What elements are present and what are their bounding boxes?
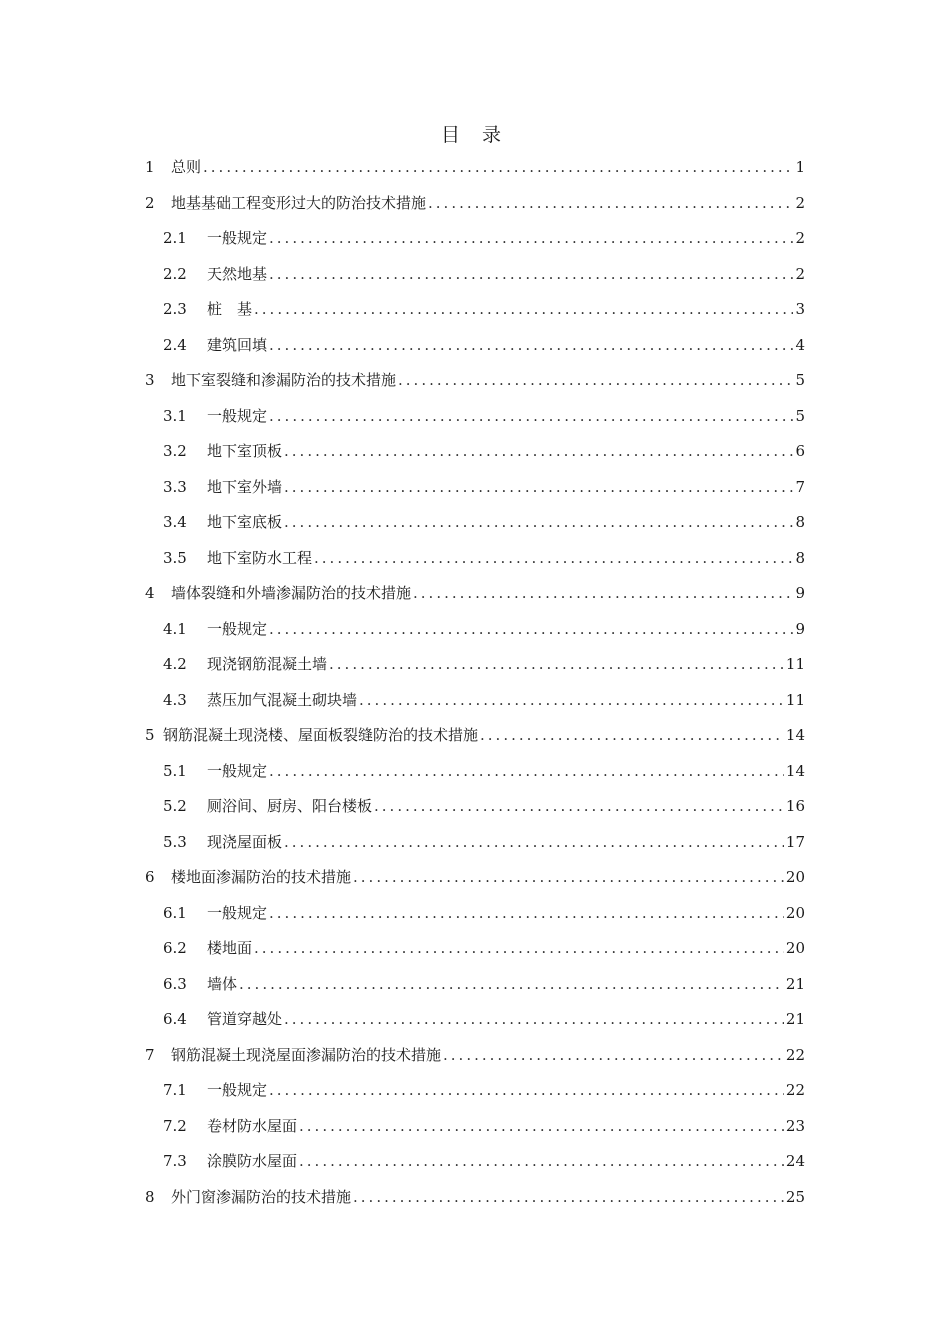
toc-section-entry[interactable] <box>145 683 805 719</box>
toc-entry-page-number: 11 <box>785 655 805 673</box>
toc-entry-number: 4.3 <box>163 690 187 709</box>
toc-entry-number: 1 <box>145 158 155 176</box>
toc-section-entry[interactable] <box>145 434 805 470</box>
toc-section-entry[interactable] <box>145 1109 805 1145</box>
toc-entry-title: 总则 <box>171 158 202 176</box>
toc-entry-number: 6.2 <box>163 939 187 957</box>
toc-entry-page-number: 8 <box>795 513 805 531</box>
toc-entry-title: 钢筋混凝土现浇楼、屋面板裂缝防治的技术措施 <box>163 726 479 744</box>
toc-entry-title: 地基基础工程变形过大的防治技术措施 <box>171 193 427 212</box>
toc-dot-leader <box>353 860 784 896</box>
toc-entry-page-number: 22 <box>785 1045 805 1064</box>
toc-entry-number: 3.5 <box>163 548 187 567</box>
toc-entry-page-number: 24 <box>785 1152 805 1170</box>
toc-section-entry[interactable] <box>145 1002 805 1038</box>
toc-dot-leader <box>413 576 793 612</box>
toc-entry-number: 3.4 <box>163 513 187 531</box>
toc-entry-title: 一般规定 <box>207 761 268 780</box>
toc-dot-leader <box>269 896 784 932</box>
toc-dot-leader <box>269 221 793 257</box>
toc-entry-number: 3.2 <box>163 442 187 460</box>
toc-section-entry[interactable] <box>145 896 805 932</box>
toc-entry-title: 墙体裂缝和外墙渗漏防治的技术措施 <box>171 584 412 602</box>
toc-dot-leader <box>359 683 784 719</box>
toc-entry-title: 厕浴间、厨房、阳台楼板 <box>207 797 373 815</box>
toc-entry-number: 7.2 <box>163 1116 187 1135</box>
toc-dot-leader <box>353 1180 784 1216</box>
toc-entry-number: 6 <box>145 868 155 886</box>
toc-entry-page-number: 2 <box>795 193 805 212</box>
toc-section-entry[interactable] <box>145 967 805 1003</box>
toc-entry-title: 钢筋混凝土现浇屋面渗漏防治的技术措施 <box>171 1045 442 1064</box>
toc-entry-number: 2 <box>145 193 155 212</box>
toc-section-entry[interactable] <box>145 1073 805 1109</box>
toc-entry-title: 一般规定 <box>207 406 268 425</box>
toc-entry-page-number: 16 <box>785 797 805 815</box>
toc-entry-page-number: 22 <box>785 1081 805 1099</box>
toc-dot-leader <box>398 363 793 399</box>
toc-dot-leader <box>203 150 793 186</box>
toc-section-entry[interactable] <box>145 505 805 541</box>
toc-entry-number: 3.3 <box>163 477 187 496</box>
toc-entry-title: 一般规定 <box>207 903 268 922</box>
toc-entry-title: 现浇钢筋混凝土墙 <box>207 655 328 673</box>
toc-entry-number: 2.4 <box>163 335 187 354</box>
toc-entry-page-number: 5 <box>795 371 805 389</box>
toc-dot-leader <box>269 328 793 364</box>
toc-section-entry[interactable] <box>145 328 805 364</box>
toc-entry-page-number: 14 <box>785 726 805 744</box>
toc-entry-number: 5.1 <box>163 761 187 780</box>
toc-dot-leader <box>284 505 793 541</box>
toc-entry-page-number: 6 <box>795 442 805 460</box>
toc-entry-number: 8 <box>145 1187 155 1206</box>
toc-entry-page-number: 2 <box>795 229 805 247</box>
toc-entry-page-number: 7 <box>795 477 805 496</box>
toc-dot-leader <box>284 434 793 470</box>
toc-entry-page-number: 9 <box>795 619 805 638</box>
toc-dot-leader <box>269 1073 784 1109</box>
toc-section-entry[interactable] <box>145 931 805 967</box>
toc-entry-number: 7.1 <box>163 1081 187 1099</box>
toc-dot-leader <box>269 399 793 435</box>
toc-entry-title: 涂膜防水屋面 <box>207 1152 298 1170</box>
toc-entry-page-number: 14 <box>785 761 805 780</box>
toc-entry-page-number: 20 <box>785 903 805 922</box>
toc-dot-leader <box>329 647 784 683</box>
toc-dot-leader <box>254 931 784 967</box>
toc-chapter-entry[interactable] <box>145 1180 805 1216</box>
toc-entry-page-number: 17 <box>785 832 805 851</box>
toc-entry-title: 地下室外墙 <box>207 477 283 496</box>
toc-entry-title: 一般规定 <box>207 619 268 638</box>
toc-section-entry[interactable] <box>145 257 805 293</box>
toc-dot-leader <box>443 1038 784 1074</box>
toc-entry-number: 2.1 <box>163 229 187 247</box>
toc-dot-leader <box>239 967 784 1003</box>
toc-entry-page-number: 20 <box>785 939 805 957</box>
toc-section-entry[interactable] <box>145 612 805 648</box>
toc-dot-leader <box>284 470 793 506</box>
toc-dot-leader <box>254 292 793 328</box>
toc-dot-leader <box>284 825 784 861</box>
toc-dot-leader <box>314 541 793 577</box>
toc-entry-number: 5.2 <box>163 797 187 815</box>
toc-dot-leader <box>374 789 784 825</box>
toc-entry-page-number: 25 <box>785 1187 805 1206</box>
toc-chapter-entry[interactable] <box>145 363 805 399</box>
toc-entry-number: 4 <box>145 584 155 602</box>
toc-entry-page-number: 5 <box>795 406 805 425</box>
toc-entry-title: 地下室顶板 <box>207 442 283 460</box>
toc-entry-number: 4.1 <box>163 619 187 638</box>
toc-section-entry[interactable] <box>145 825 805 861</box>
toc-dot-leader <box>428 186 793 222</box>
toc-chapter-entry[interactable] <box>145 718 805 754</box>
toc-section-entry[interactable] <box>145 1144 805 1180</box>
toc-entry-page-number: 9 <box>795 584 805 602</box>
toc-entry-number: 7 <box>145 1045 155 1064</box>
toc-section-entry[interactable] <box>145 647 805 683</box>
toc-entry-page-number: 4 <box>795 335 805 354</box>
toc-dot-leader <box>299 1144 784 1180</box>
toc-dot-leader <box>269 257 793 293</box>
toc-entry-title: 一般规定 <box>207 1081 268 1099</box>
toc-dot-leader <box>269 754 784 790</box>
toc-section-entry[interactable] <box>145 221 805 257</box>
toc-entry-page-number: 20 <box>785 868 805 886</box>
toc-chapter-entry[interactable] <box>145 150 805 186</box>
toc-entry-title: 现浇屋面板 <box>207 832 283 851</box>
toc-entry-number: 2.3 <box>163 300 187 318</box>
toc-entry-page-number: 21 <box>785 1010 805 1028</box>
toc-chapter-entry[interactable] <box>145 576 805 612</box>
toc-entry-title: 天然地基 <box>207 264 268 283</box>
toc-section-entry[interactable] <box>145 754 805 790</box>
toc-entry-title: 蒸压加气混凝土砌块墙 <box>207 690 358 709</box>
toc-entry-number: 5 <box>145 726 155 744</box>
toc-entry-page-number: 3 <box>795 300 805 318</box>
toc-section-entry[interactable] <box>145 541 805 577</box>
toc-title: 目 录 <box>440 124 510 146</box>
toc-entry-title: 一般规定 <box>207 229 268 247</box>
toc-entry-title: 地下室防水工程 <box>207 548 313 567</box>
toc-dot-leader <box>299 1109 784 1145</box>
toc-entry-page-number: 2 <box>795 264 805 283</box>
toc-entry-number: 3 <box>145 371 155 389</box>
toc-entry-page-number: 23 <box>785 1116 805 1135</box>
toc-dot-leader <box>269 612 793 648</box>
toc-entry-number: 7.3 <box>163 1152 187 1170</box>
toc-entry-title: 桩 基 <box>207 300 253 318</box>
table-of-contents <box>145 150 805 1215</box>
toc-section-entry[interactable] <box>145 789 805 825</box>
toc-dot-leader <box>284 1002 784 1038</box>
toc-chapter-entry[interactable] <box>145 1038 805 1074</box>
toc-entry-page-number: 21 <box>785 974 805 993</box>
toc-entry-title: 地下室裂缝和渗漏防治的技术措施 <box>171 371 397 389</box>
toc-entry-title: 建筑回填 <box>207 335 268 354</box>
toc-entry-number: 6.3 <box>163 974 187 993</box>
toc-chapter-entry[interactable] <box>145 186 805 222</box>
toc-entry-page-number: 1 <box>795 158 805 176</box>
toc-entry-number: 4.2 <box>163 655 187 673</box>
toc-entry-title: 管道穿越处 <box>207 1010 283 1028</box>
toc-entry-title: 墙体 <box>207 974 238 993</box>
toc-section-entry[interactable] <box>145 470 805 506</box>
toc-section-entry[interactable] <box>145 399 805 435</box>
toc-entry-number: 2.2 <box>163 264 187 283</box>
toc-entry-title: 楼地面渗漏防治的技术措施 <box>171 868 352 886</box>
toc-entry-number: 5.3 <box>163 832 187 851</box>
toc-entry-title: 地下室底板 <box>207 513 283 531</box>
toc-entry-title: 楼地面 <box>207 939 253 957</box>
toc-entry-page-number: 11 <box>785 690 805 709</box>
toc-entry-number: 3.1 <box>163 406 187 425</box>
toc-entry-title: 卷材防水屋面 <box>207 1116 298 1135</box>
toc-dot-leader <box>480 718 784 754</box>
toc-entry-number: 6.4 <box>163 1010 187 1028</box>
toc-section-entry[interactable] <box>145 292 805 328</box>
toc-entry-title: 外门窗渗漏防治的技术措施 <box>171 1187 352 1206</box>
toc-entry-number: 6.1 <box>163 903 187 922</box>
toc-entry-page-number: 8 <box>795 548 805 567</box>
toc-chapter-entry[interactable] <box>145 860 805 896</box>
